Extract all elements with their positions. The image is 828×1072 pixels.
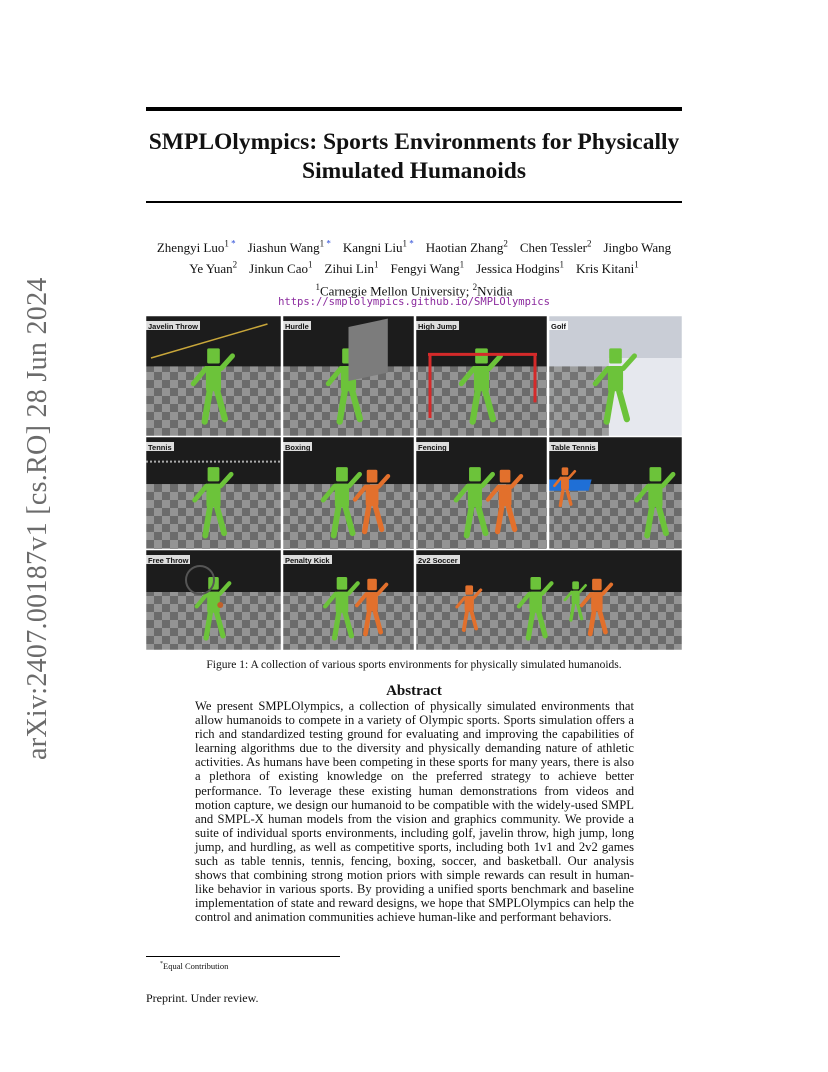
panel-hurdle <box>283 316 414 436</box>
author-name-text: Kris Kitani <box>576 260 635 276</box>
author-name <box>576 261 639 276</box>
panel-label-fencing: Fencing <box>418 443 447 451</box>
paper-title: SMPLOlympics: Sports Environments for Physically Simulated Humanoids <box>148 129 680 184</box>
project-url[interactable]: https://smplolympics.github.io/SMPLOlympics <box>278 296 550 308</box>
author-name <box>157 240 236 255</box>
equal-contribution-mark: * <box>406 239 414 249</box>
panel-label-boxing: Boxing <box>285 443 311 451</box>
panel-soccer-2v2 <box>416 550 682 650</box>
figure-caption: Figure 1: A collection of various sports environments for physically simulated humanoids. <box>206 659 622 671</box>
author-affil-sup: 1 <box>634 259 639 270</box>
panel-label-table-tennis: Table Tennis <box>551 443 596 451</box>
panel-javelin-throw <box>146 316 281 436</box>
figure-1-image <box>146 316 682 650</box>
panel-label-tennis: Tennis <box>148 443 172 451</box>
author-name-text: Zhengyi Luo <box>156 240 225 256</box>
author-name <box>426 240 508 255</box>
panel-label-free-throw: Free Throw <box>148 556 189 564</box>
abstract-heading: Abstract <box>386 683 442 699</box>
panel-tennis <box>146 437 281 549</box>
arxiv-identifier: arXiv:2407.00187v1 [cs.RO] 28 Jun 2024 <box>22 277 53 760</box>
author-affil-sup: 1 <box>559 259 565 270</box>
author-affil-sup: 1 <box>459 259 465 270</box>
equal-contribution-mark: * <box>324 239 331 249</box>
author-name <box>520 240 592 255</box>
panel-label-soccer-2v2: 2v2 Soccer <box>418 556 458 564</box>
author-name-text: Jingbo Wang <box>603 240 672 256</box>
title-rule-top <box>146 107 682 111</box>
figure-1 <box>146 316 682 650</box>
author-name <box>249 261 312 276</box>
footnote <box>160 961 228 971</box>
panel-label-javelin-throw: Javelin Throw <box>148 322 199 330</box>
affil-sup-1: 1 <box>315 282 320 292</box>
panel-boxing <box>283 437 414 549</box>
author-name <box>476 261 564 276</box>
affil-sup-2: 2 <box>472 282 478 292</box>
author-name-text: Fengyi Wang <box>390 260 460 276</box>
affil-nvidia: Nvidia <box>477 283 513 299</box>
author-name <box>603 240 671 255</box>
footnote-text: Equal Contribution <box>163 961 229 971</box>
author-list <box>130 236 698 277</box>
panel-free-throw <box>146 550 281 650</box>
footnote-mark: * <box>160 961 163 968</box>
author-affil-sup: 1 <box>373 259 379 270</box>
panel-high-jump <box>416 316 547 436</box>
author-affil-sup: 1 <box>308 259 313 270</box>
panel-penalty-kick <box>283 550 414 650</box>
author-affil-sup: 2 <box>586 239 592 249</box>
author-line-2 <box>130 256 698 276</box>
preprint-notice: Preprint. Under review. <box>146 991 259 1005</box>
panel-label-hurdle: Hurdle <box>285 322 309 330</box>
abstract-text: We present SMPLOlympics, a collection of physically simulated environments that allow humanoids to compete in a variety of Olympic sports. Sports simulation offers a rich and standardized testing ground for evaluating and improving the capabilities of learning algorithms due to the diversity and physically demanding nature of athletic activities. As humans have been competing in these sports for many years, there is also a plethora of existing knowledge on the preferred strategy to achieve better performance. To leverage these existing human demonstrations from videos and motion capture, we design our humanoid to be compatible with the widely-used SMPL and SMPL-X human models from the vision and graphics community. We provide a suite of individual sports environments, including golf, javelin throw, high jump, long jump, and hurdling, as well as competitive sports, including both 1v1 and 2v2 games such as table tennis, tennis, fencing, boxing, soccer, and basketball. Our analysis shows that combining strong motion priors with simple rewards can result in human-like behavior in various sports. By providing a unified sports benchmark and baseline implementation of state and reward designs, we hope that SMPLOlympics can help the control and animation communities achieve human-like and performant behaviors. <box>195 699 634 925</box>
author-name-text: Jiashun Wang <box>247 240 320 256</box>
author-name-text: Zihui Lin <box>324 260 374 276</box>
panel-golf <box>549 316 682 436</box>
author-affil-sup: 2 <box>503 239 508 249</box>
panel-table-tennis <box>529 437 682 549</box>
equal-contribution-mark: * <box>228 239 236 249</box>
title-rule-bottom <box>146 201 682 203</box>
author-name <box>343 240 414 255</box>
author-name <box>189 261 237 276</box>
panel-fencing <box>416 437 547 549</box>
author-affil-sup: 2 <box>232 259 238 270</box>
author-name-text: Haotian Zhang <box>425 240 504 256</box>
author-affil-sup: 1 <box>402 239 407 249</box>
author-name-text: Jessica Hodgins <box>476 260 560 276</box>
author-name <box>325 261 379 276</box>
panel-label-penalty-kick: Penalty Kick <box>285 556 330 564</box>
author-name <box>248 240 331 255</box>
author-affil-sup: 1 <box>224 239 229 249</box>
author-name <box>390 261 464 276</box>
author-affil-sup: 1 <box>319 239 325 249</box>
footnote-rule <box>146 956 340 957</box>
affil-cmu: Carnegie Mellon University; <box>319 283 473 299</box>
author-line-1 <box>130 236 698 256</box>
panel-label-high-jump: High Jump <box>418 322 457 330</box>
panel-label-golf: Golf <box>551 322 566 330</box>
author-name-text: Jinkun Cao <box>249 260 309 276</box>
author-name-text: Chen Tessler <box>519 240 587 256</box>
author-name-text: Ye Yuan <box>189 260 233 276</box>
author-name-text: Kangni Liu <box>342 240 403 256</box>
